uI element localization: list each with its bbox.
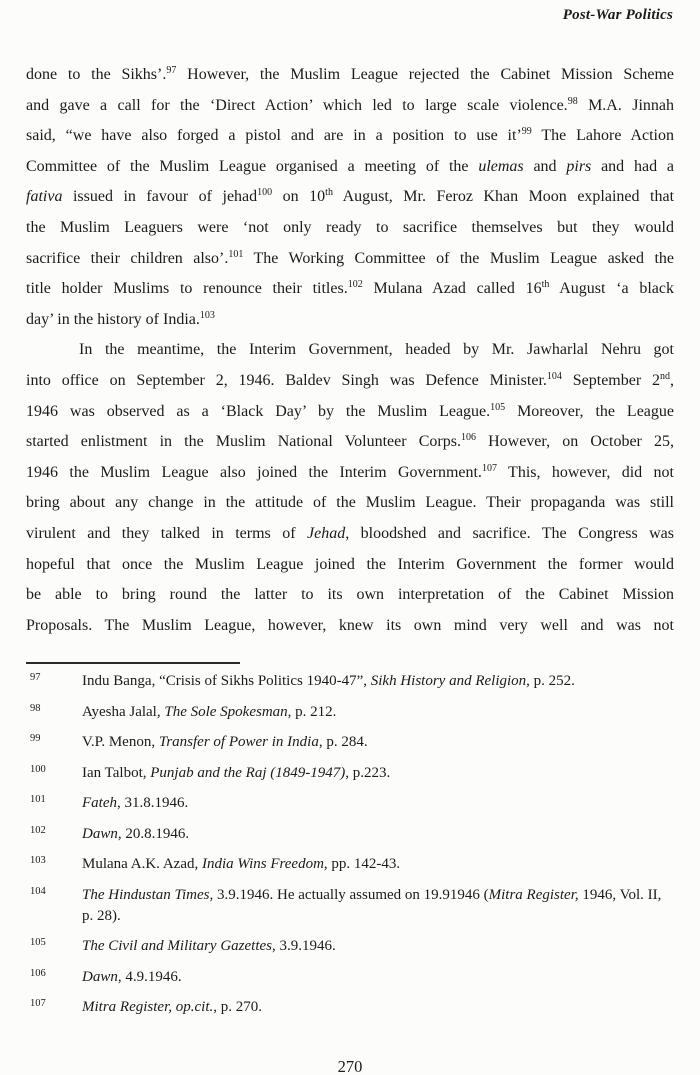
- footnote-number: 104: [30, 885, 46, 897]
- text-segment: , 31.8.1946.: [117, 795, 189, 811]
- text-segment: M.A. Jinnah: [577, 96, 674, 114]
- footnote-item: [26, 763, 674, 784]
- text-segment: , 3.9.1946. He actually assumed on 19.91946 (: [209, 886, 489, 903]
- text-segment: Proposals. The Muslim League, however, knew its own mind very well and was not: [26, 616, 674, 634]
- footnote-item: [26, 885, 674, 927]
- footnote-text: [82, 969, 182, 985]
- footnote-reference: 97: [166, 65, 177, 76]
- footnote-reference: 101: [228, 248, 244, 260]
- footnote-text: [82, 999, 262, 1015]
- text-line: [26, 366, 674, 397]
- text-segment: In the meantime, the Interim Government, headed by Mr. Jawharlal Nehru got: [79, 341, 674, 359]
- footnote-reference: 103: [199, 309, 215, 321]
- text-line: [26, 550, 674, 581]
- text-segment: The Sole Spokesman: [164, 703, 288, 720]
- text-line: [26, 458, 674, 489]
- text-line: [26, 91, 674, 122]
- footnote-number: 99: [30, 733, 41, 744]
- text-segment: Transfer of Power in India: [158, 734, 319, 750]
- text-line: [26, 121, 674, 152]
- text-segment: day’ in the history of India.: [26, 310, 200, 328]
- footnote-reference: 105: [490, 401, 506, 413]
- footnote-item: [26, 997, 674, 1018]
- text-segment: sacrifice their children also’.: [26, 249, 229, 267]
- footnote-number: 100: [30, 763, 46, 775]
- footnote-item: [26, 702, 674, 723]
- text-segment: The Civil and Military Gazettes: [82, 938, 272, 954]
- text-segment: Fateh: [82, 795, 117, 811]
- footnote-number: 101: [30, 794, 46, 805]
- text-line: [26, 611, 674, 642]
- footnote-number: 107: [30, 998, 46, 1009]
- text-segment: title holder Muslims to renounce their titles.: [26, 280, 348, 298]
- footnote-reference: nd: [660, 370, 671, 382]
- text-segment: , p. 212.: [287, 703, 337, 720]
- footnote-reference: 107: [481, 462, 497, 474]
- text-line: [26, 488, 674, 519]
- text-segment: , 3.9.1946.: [271, 938, 336, 954]
- footnote-number: 102: [30, 824, 46, 836]
- text-line: [26, 519, 674, 550]
- text-segment: , bloodshed and sacrifice. The Congress was: [345, 524, 674, 542]
- text-line: [26, 244, 674, 275]
- footnote-item: [26, 732, 674, 753]
- text-segment: 1946, Vol. II, p. 28).: [82, 886, 662, 924]
- footnote-item: [26, 854, 674, 875]
- text-segment: issued in favour of jehad: [62, 188, 258, 206]
- text-line: [26, 182, 674, 213]
- page-header-title: Post-War Politics: [562, 7, 673, 23]
- footnote-item: [26, 793, 674, 814]
- text-segment: on 10: [272, 188, 326, 206]
- text-segment: and: [523, 157, 567, 175]
- text-segment: V.P. Menon,: [82, 734, 159, 750]
- text-segment: ulemas: [478, 157, 524, 175]
- text-segment: The Hindustan Times: [82, 886, 210, 903]
- text-segment: the Muslim Leaguers were ‘not only ready to sacrifice themselves but they would: [26, 218, 674, 236]
- footnote-separator: [26, 662, 240, 664]
- text-segment: pirs: [566, 157, 592, 175]
- footnote-text: [82, 938, 336, 954]
- text-segment: , p. 284.: [318, 734, 368, 750]
- text-segment: The Working Committee of the Muslim League asked the: [243, 249, 674, 267]
- text-line: [26, 213, 674, 244]
- text-line: [26, 397, 674, 428]
- footnote-reference: 100: [257, 187, 273, 199]
- text-segment: India Wins Freedom: [201, 856, 324, 872]
- text-segment: Indu Banga, “Crisis of Sikhs Politics 1940-47”,: [82, 673, 371, 689]
- text-segment: Ian Talbot,: [82, 764, 151, 781]
- footnote-reference: 98: [567, 95, 578, 107]
- footnote-reference: 102: [347, 279, 363, 291]
- footnote-reference: th: [325, 187, 333, 199]
- text-segment: and gave a call for the ‘Direct Action’ which led to large scale violence.: [26, 96, 568, 114]
- paragraph: [26, 60, 674, 335]
- footnote-reference: 106: [460, 432, 476, 444]
- footnote-reference: th: [541, 279, 550, 291]
- text-segment: done to the Sikhs’.: [26, 66, 167, 83]
- text-line: [26, 427, 674, 458]
- text-segment: August, Mr. Feroz Khan Moon explained that: [332, 188, 674, 206]
- text-segment: This, however, did not: [496, 463, 674, 481]
- text-segment: However, on October 25,: [475, 433, 674, 451]
- text-segment: into office on September 2, 1946. Baldev Singh was Defence Minister.: [26, 371, 547, 389]
- footnote-number: 98: [30, 702, 41, 714]
- footnote-text: [82, 673, 575, 689]
- text-segment: ,: [670, 371, 674, 389]
- text-segment: virulent and they talked in terms of: [26, 524, 307, 542]
- text-segment: , pp. 142-43.: [323, 856, 401, 872]
- text-segment: , 4.9.1946.: [117, 968, 182, 985]
- text-segment: Ayesha Jalal,: [82, 703, 165, 720]
- footnote-reference: 104: [546, 370, 562, 382]
- footnote-reference: 99: [521, 126, 532, 138]
- footnote-item: [26, 671, 674, 692]
- text-segment: be able to bring round the latter to its own interpretation of the Cabinet Mission: [26, 586, 674, 604]
- text-line: [26, 580, 674, 611]
- text-line: [26, 60, 674, 91]
- footnote-number: 105: [30, 937, 46, 948]
- footnotes-list: [26, 671, 674, 1028]
- text-segment: Mulana Azad called 16: [362, 280, 542, 298]
- page-number: 270: [337, 1057, 363, 1075]
- footnote-number: 103: [30, 855, 46, 866]
- text-segment: , p.223.: [345, 764, 391, 781]
- footnote-text: [82, 826, 189, 842]
- text-segment: Dawn: [82, 825, 118, 842]
- footnote-text: [82, 795, 188, 811]
- text-segment: started enlistment in the Muslim National Volunteer Corps.: [26, 433, 461, 451]
- footnote-text: [82, 704, 336, 720]
- text-segment: 1946 the Muslim League also joined the Interim Government.: [26, 463, 482, 481]
- text-segment: The Lahore Action: [531, 127, 674, 145]
- text-segment: and had a: [591, 157, 674, 175]
- footnote-item: [26, 936, 674, 957]
- footnote-text: [82, 856, 400, 872]
- footnote-item: [26, 967, 674, 988]
- text-line: [26, 305, 674, 336]
- footnote-text: [82, 765, 390, 781]
- text-segment: Mitra Register, op.cit.: [82, 999, 214, 1015]
- text-segment: , p. 252.: [526, 673, 575, 689]
- text-segment: , p. 270.: [213, 999, 262, 1015]
- text-segment: Jehad: [307, 524, 346, 542]
- paragraph: [26, 335, 674, 641]
- text-segment: hopeful that once the Muslim League joined the Interim Government the former would: [26, 555, 674, 573]
- text-segment: August ‘a black: [549, 280, 674, 298]
- footnote-number: 106: [30, 967, 46, 979]
- text-segment: September 2: [561, 371, 661, 389]
- text-line: [26, 274, 674, 305]
- text-segment: Dawn: [82, 968, 118, 985]
- text-segment: Moreover, the League: [505, 402, 674, 420]
- body-text: [26, 60, 674, 641]
- text-segment: 1946 was observed as a ‘Black Day’ by the Muslim League.: [26, 402, 491, 420]
- text-segment: Sikh History and Religion: [370, 673, 527, 689]
- footnote-number: 97: [30, 672, 41, 683]
- text-segment: said, “we have also forged a pistol and are in a position to use it’: [26, 127, 522, 145]
- text-segment: Mulana A.K. Azad,: [82, 856, 202, 872]
- footnote-text: [82, 734, 368, 750]
- text-segment: Punjab and the Raj (1849-1947): [150, 764, 346, 781]
- text-segment: fativa: [26, 188, 63, 206]
- text-segment: bring about any change in the attitude of the Muslim League. Their propaganda was still: [26, 494, 674, 512]
- footnote-item: [26, 824, 674, 845]
- text-segment: However, the Muslim League rejected the Cabinet Mission Scheme: [176, 66, 674, 83]
- text-line: [26, 335, 674, 366]
- text-line: [26, 152, 674, 183]
- text-segment: Mitra Register,: [488, 886, 579, 903]
- text-segment: Committee of the Muslim League organised a meeting of the: [26, 157, 479, 175]
- footnote-text: [82, 887, 661, 924]
- text-segment: , 20.8.1946.: [117, 825, 190, 842]
